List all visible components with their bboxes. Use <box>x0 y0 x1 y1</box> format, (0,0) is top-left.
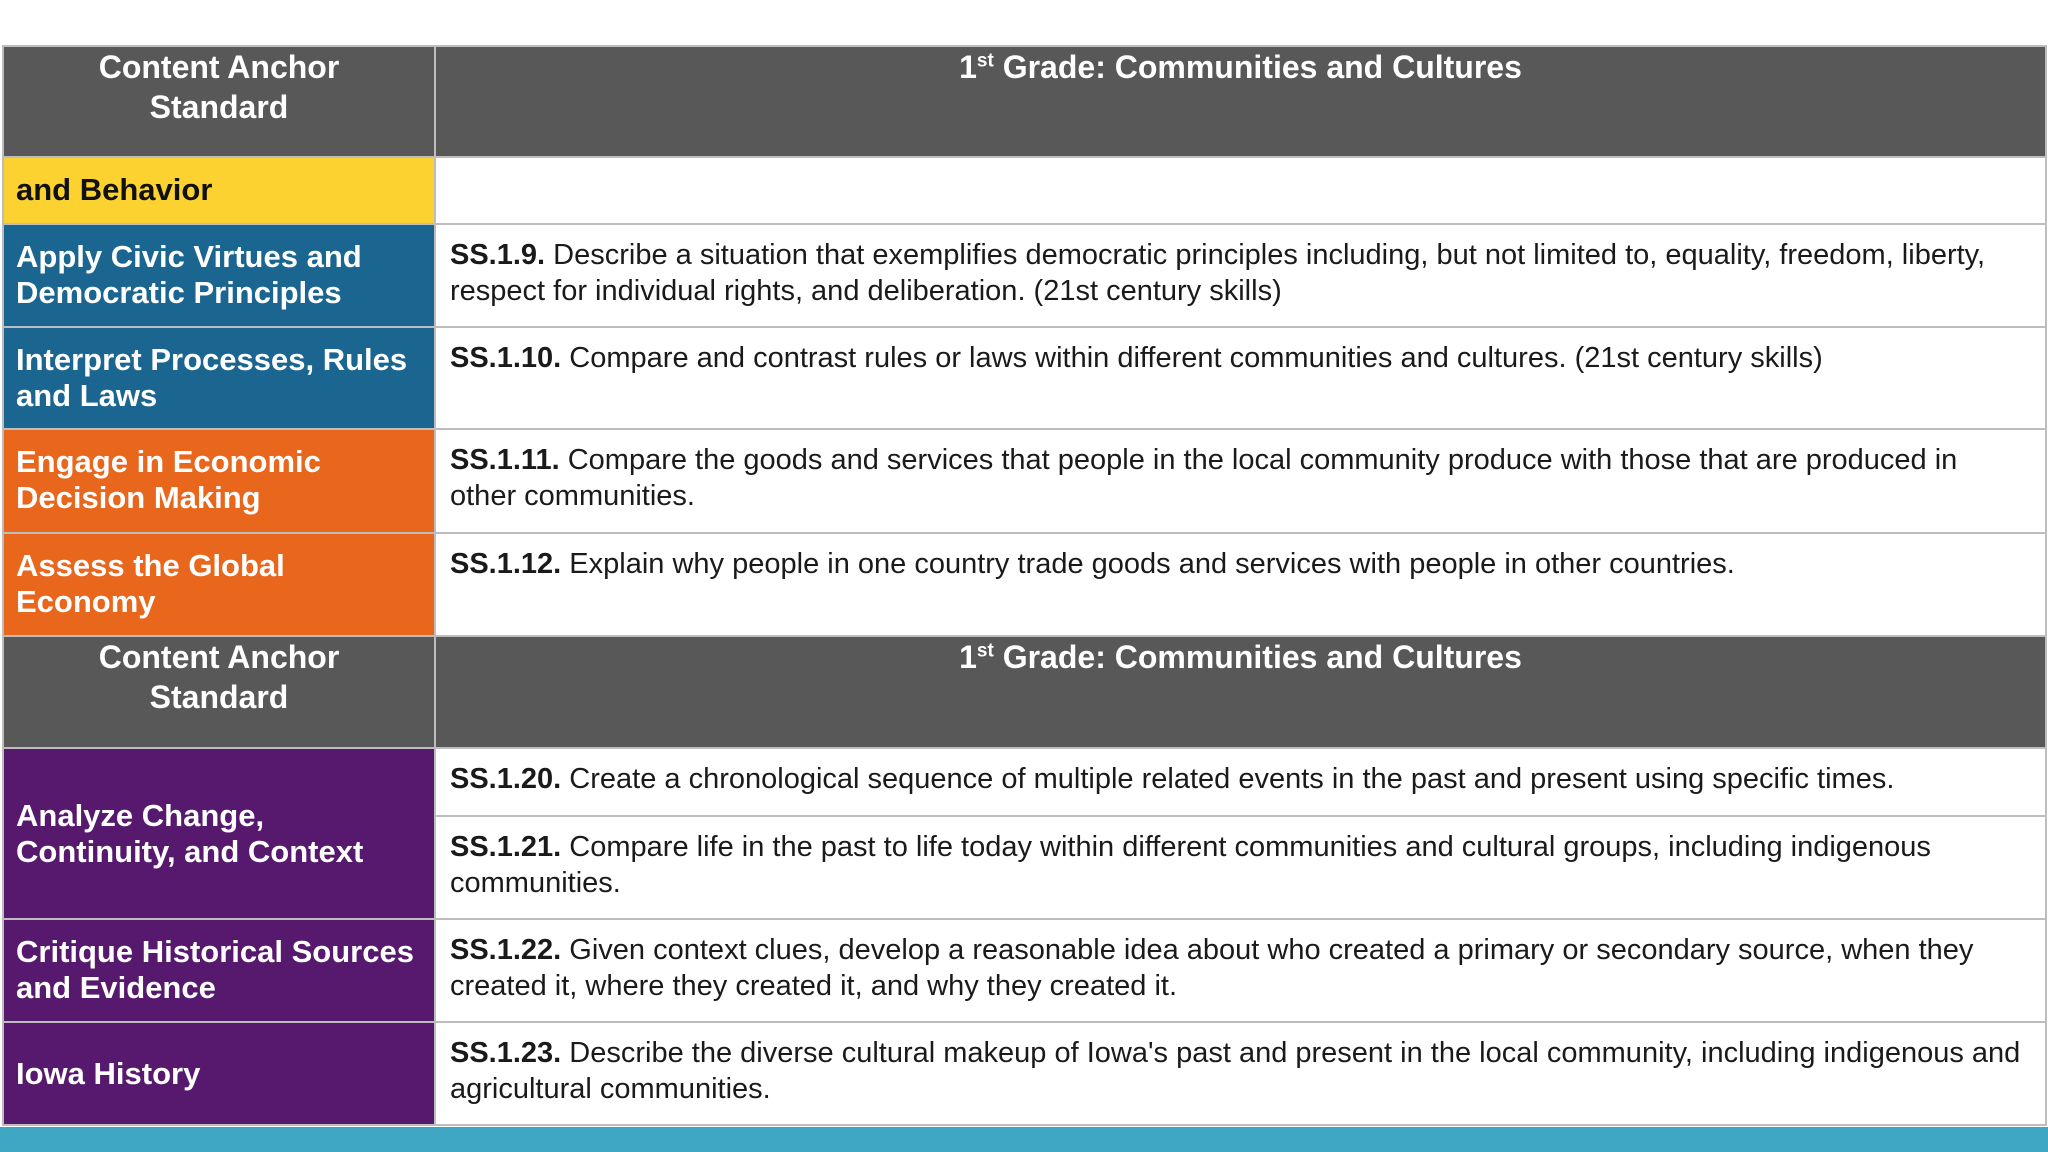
anchor-label: Analyze Change, Continuity, and Context <box>16 797 364 869</box>
anchor-cell-economic-decision <box>3 429 435 533</box>
standard-code: SS.1.11. <box>450 444 560 476</box>
anchor-label: Interpret Processes, Rules and Laws <box>16 342 408 413</box>
anchor-column-header-text: Content Anchor Standard <box>98 49 340 125</box>
standard-cell-ss-1-10 <box>435 327 2046 429</box>
standards-table <box>2 45 2047 1126</box>
grade-superscript: st <box>976 640 994 662</box>
standard-code: SS.1.21. <box>450 831 562 863</box>
standard-code: SS.1.20. <box>450 763 562 795</box>
grade-superscript: st <box>976 50 994 72</box>
anchor-cell-processes-rules-laws <box>3 327 435 429</box>
grade-title: Grade: Communities and Cultures <box>993 49 1522 85</box>
table-row <box>3 157 2046 224</box>
standard-code: SS.1.9. <box>450 239 546 271</box>
grade-column-header <box>435 46 2046 157</box>
anchor-label: Engage in Economic Decision Making <box>16 444 321 515</box>
table-row <box>3 327 2046 429</box>
standard-code: SS.1.23. <box>450 1037 562 1069</box>
standard-cell-ss-1-12 <box>435 533 2046 636</box>
standard-text: Given context clues, develop a reasonable idea about who created a primary or secondary source, when they created it, where they created it, and why they created it. <box>450 934 1974 1002</box>
standard-cell-ss-1-23 <box>435 1022 2046 1125</box>
table-row <box>3 919 2046 1022</box>
standard-text: Compare the goods and services that people in the local community produce with those that are produced in other communities. <box>450 444 1958 512</box>
standard-cell-ss-1-22 <box>435 919 2046 1022</box>
standard-text: Compare life in the past to life today within different communities and cultural groups, including indigenous communities. <box>450 831 1931 899</box>
standard-text: Compare and contrast rules or laws within different communities and cultures. (21st century skills) <box>561 342 1823 374</box>
anchor-label: Assess the Global Economy <box>16 548 285 619</box>
standard-cell-ss-1-9 <box>435 224 2046 327</box>
grade-column-header <box>435 636 2046 748</box>
anchor-cell-iowa-history <box>3 1022 435 1125</box>
table-row <box>3 1022 2046 1125</box>
standard-code: SS.1.12. <box>450 548 562 580</box>
standard-text: Create a chronological sequence of multiple related events in the past and present using specific times. <box>561 763 1895 795</box>
standard-text: Explain why people in one country trade goods and services with people in other countries. <box>561 548 1735 580</box>
anchor-cell-analyze-change <box>3 748 435 919</box>
standard-cell-ss-1-11 <box>435 429 2046 533</box>
anchor-label: and Behavior <box>16 172 213 207</box>
table-row <box>3 429 2046 533</box>
standard-text: Describe the diverse cultural makeup of Iowa's past and present in the local community, including indigenous and agricultural communities. <box>450 1037 2021 1105</box>
standard-code: SS.1.22. <box>450 934 562 966</box>
table-row <box>3 748 2046 816</box>
anchor-cell-global-economy <box>3 533 435 636</box>
standard-cell-ss-1-20 <box>435 748 2046 816</box>
anchor-cell-behavior <box>3 157 435 224</box>
standard-cell-ss-1-21 <box>435 816 2046 919</box>
grade-title: Grade: Communities and Cultures <box>993 639 1522 675</box>
anchor-column-header-text: Content Anchor Standard <box>98 639 340 715</box>
bottom-accent-band <box>0 1127 2048 1152</box>
anchor-label: Apply Civic Virtues and Democratic Principles <box>16 239 362 310</box>
anchor-label: Iowa History <box>16 1055 201 1091</box>
anchor-column-header <box>3 46 435 157</box>
standard-cell-empty <box>435 157 2046 224</box>
table-header-row <box>3 636 2046 748</box>
anchor-cell-critique-sources <box>3 919 435 1022</box>
table-row <box>3 224 2046 327</box>
table-row <box>3 533 2046 636</box>
anchor-cell-civic-virtues <box>3 224 435 327</box>
anchor-label: Critique Historical Sources and Evidence <box>16 934 414 1005</box>
standard-code: SS.1.10. <box>450 342 562 374</box>
grade-number: 1 <box>959 639 977 675</box>
grade-number: 1 <box>959 49 977 85</box>
anchor-column-header <box>3 636 435 748</box>
standard-text: Describe a situation that exemplifies democratic principles including, but not limited to, equality, freedom, liberty, respect for individual rights, and deliberation. (21st century skills) <box>450 239 1986 307</box>
table-header-row <box>3 46 2046 157</box>
